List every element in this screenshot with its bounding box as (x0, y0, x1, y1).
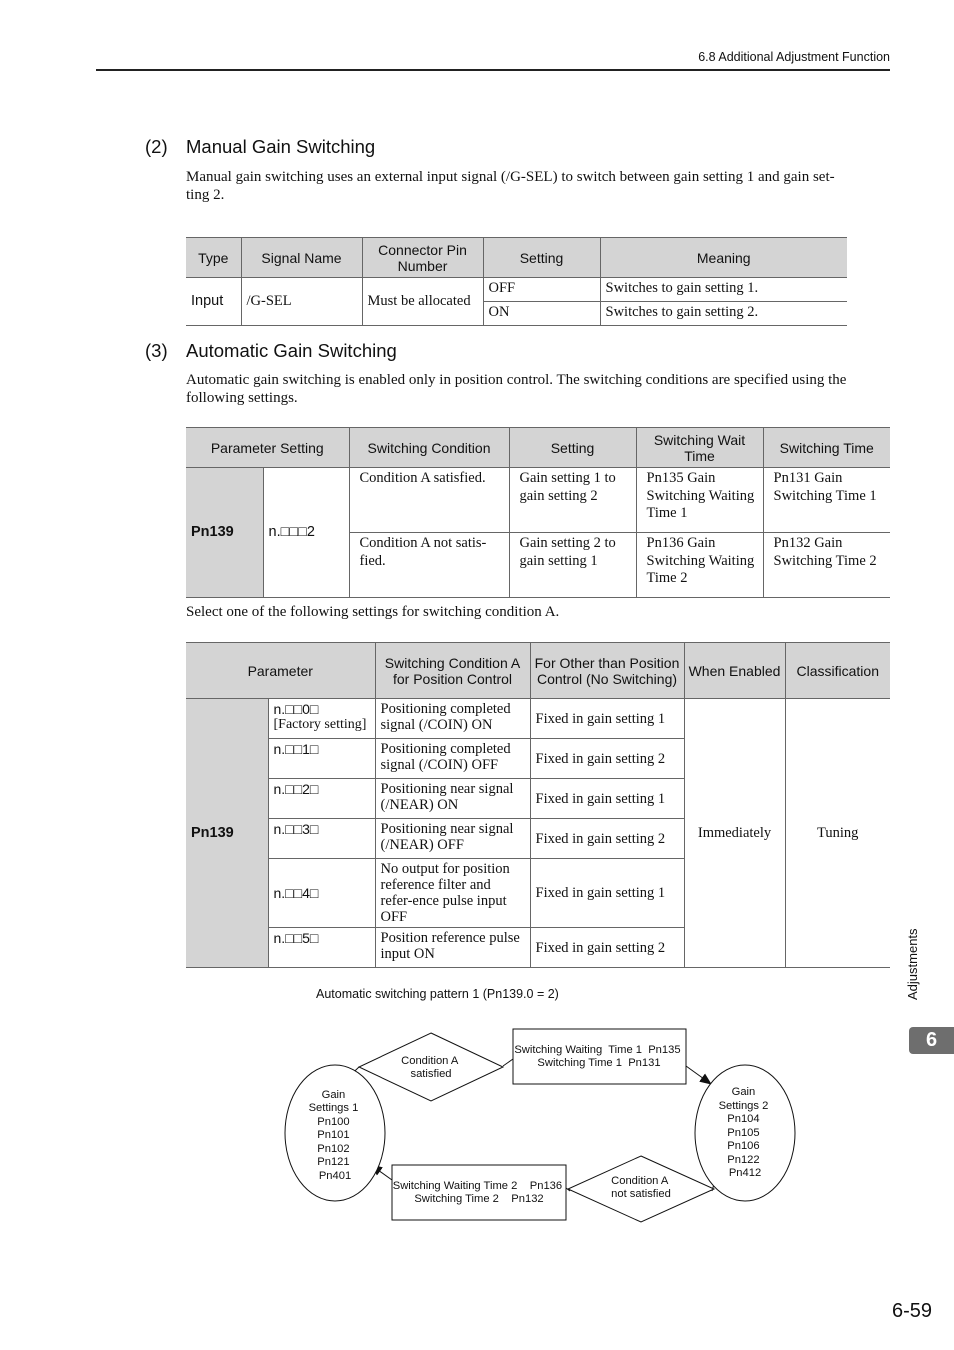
condition-cell: Positioning near signal (/NEAR) OFF (375, 819, 530, 859)
value-text: n.□□0□ (273, 701, 319, 717)
col-header: Parameter (186, 643, 375, 699)
gain-settings-2-label: Gain Settings 2 Pn104 Pn105 Pn106 Pn122 Pn412 (718, 1086, 769, 1179)
parameter-value: n.□□3□ (268, 819, 375, 859)
other-cell: Fixed in gain setting 2 (530, 739, 684, 779)
col-header: Signal Name (241, 238, 362, 278)
signal-type: Input (186, 278, 241, 326)
condition-cell: Condition A not satis-fied. (349, 533, 509, 598)
section-number: (2) (145, 136, 168, 157)
setting-cell: Gain setting 1 to gain setting 2 (509, 468, 636, 533)
parameter-name: Pn139 (186, 699, 268, 968)
paragraph-line: Manual gain switching uses an external input signal (/G-SEL) to switch between gain setting 1 and gain set- (186, 169, 835, 185)
wait-time-cell: Pn135 Gain Switching Waiting Time 1 (636, 468, 763, 533)
meaning-cell: Switches to gain setting 1. (600, 278, 847, 302)
paragraph-line: Automatic gain switching is enabled only in position control. The switching conditions are specified using the (186, 372, 847, 388)
when-enabled: Immediately (684, 699, 785, 968)
col-header: Switching Condition A for Position Control (375, 643, 530, 699)
chapter-side-label: Adjustments (905, 928, 920, 1000)
parameter-value: n.□□4□ (268, 859, 375, 928)
col-header: For Other than Position Control (No Switching) (530, 643, 684, 699)
paragraph-line: ting 2. (186, 187, 225, 203)
col-header: Parameter Setting (186, 428, 349, 468)
page-number: 6-59 (891, 1300, 932, 1322)
col-header: Switching Condition (349, 428, 509, 468)
parameter-value: n.□□2□ (268, 779, 375, 819)
condition-cell: Condition A satisfied. (349, 468, 509, 533)
classification: Tuning (785, 699, 890, 968)
col-header: Meaning (600, 238, 847, 278)
parameter-value: n.□□1□ (268, 739, 375, 779)
meaning-cell: Switches to gain setting 2. (600, 302, 847, 326)
col-header: Classification (785, 643, 890, 699)
connector-line (503, 1059, 513, 1066)
condition-cell: Positioning completed signal (/COIN) OFF (375, 739, 530, 779)
col-header: Switching Wait Time (636, 428, 763, 468)
condition-a-satisfied-decision (359, 1033, 503, 1101)
factory-setting-note: [Factory setting] (273, 717, 367, 732)
setting-cell: ON (483, 302, 600, 326)
parameter-value: n.□□5□ (268, 928, 375, 968)
diagram-caption: Automatic switching pattern 1 (Pn139.0 = 2) (316, 987, 559, 1001)
condition-cell: Positioning near signal (/NEAR) ON (375, 779, 530, 819)
col-header: Setting (483, 238, 600, 278)
parameter-name: Pn139 (186, 468, 263, 598)
other-cell: Fixed in gain setting 1 (530, 779, 684, 819)
condition-cell: Positioning completed signal (/COIN) ON (375, 699, 530, 739)
switching-time-2-label: Switching Waiting Time 2 Pn136 Switching Time 2 Pn132 (392, 1180, 563, 1205)
col-header: When Enabled (684, 643, 785, 699)
gain-settings-1-label: Gain Settings 1 Pn100 Pn101 Pn102 Pn121 Pn401 (308, 1089, 359, 1182)
condition-a-satisfied-label: Condition A satisfied (401, 1055, 458, 1080)
connector-pin: Must be allocated (362, 278, 483, 326)
other-cell: Fixed in gain setting 2 (530, 819, 684, 859)
section-title: Automatic Gain Switching (186, 340, 397, 361)
section-title: Manual Gain Switching (186, 136, 376, 157)
select-instruction: Select one of the following settings for switching condition A. (186, 604, 560, 620)
switch-time-cell: Pn131 Gain Switching Time 1 (763, 468, 890, 533)
wait-time-cell: Pn136 Gain Switching Waiting Time 2 (636, 533, 763, 598)
condition-cell: No output for position reference filter and refer-ence pulse input OFF (375, 859, 530, 928)
condition-cell: Position reference pulse input ON (375, 928, 530, 968)
other-cell: Fixed in gain setting 1 (530, 859, 684, 928)
other-cell: Fixed in gain setting 2 (530, 928, 684, 968)
switch-time-cell: Pn132 Gain Switching Time 2 (763, 533, 890, 598)
signal-name: /G-SEL (241, 278, 362, 326)
parameter-value: n.□□□2 (263, 468, 349, 598)
col-header: Type (186, 238, 241, 278)
setting-cell: Gain setting 2 to gain setting 1 (509, 533, 636, 598)
chapter-tab: 6 (909, 1027, 954, 1054)
col-header: Setting (509, 428, 636, 468)
col-header: Switching Time (763, 428, 890, 468)
arrow-to-gain-settings-2 (686, 1066, 711, 1084)
running-header: 6.8 Additional Adjustment Function (698, 50, 890, 64)
setting-cell: OFF (483, 278, 600, 302)
paragraph-line: following settings. (186, 390, 298, 406)
section-number: (3) (145, 340, 168, 361)
condition-a-not-satisfied-label: Condition A not satisfied (611, 1175, 671, 1200)
col-header: Connector Pin Number (362, 238, 483, 278)
switching-time-1-label: Switching Waiting Time 1 Pn135 Switching Time 1 Pn131 (514, 1044, 681, 1069)
other-cell: Fixed in gain setting 1 (530, 699, 684, 739)
